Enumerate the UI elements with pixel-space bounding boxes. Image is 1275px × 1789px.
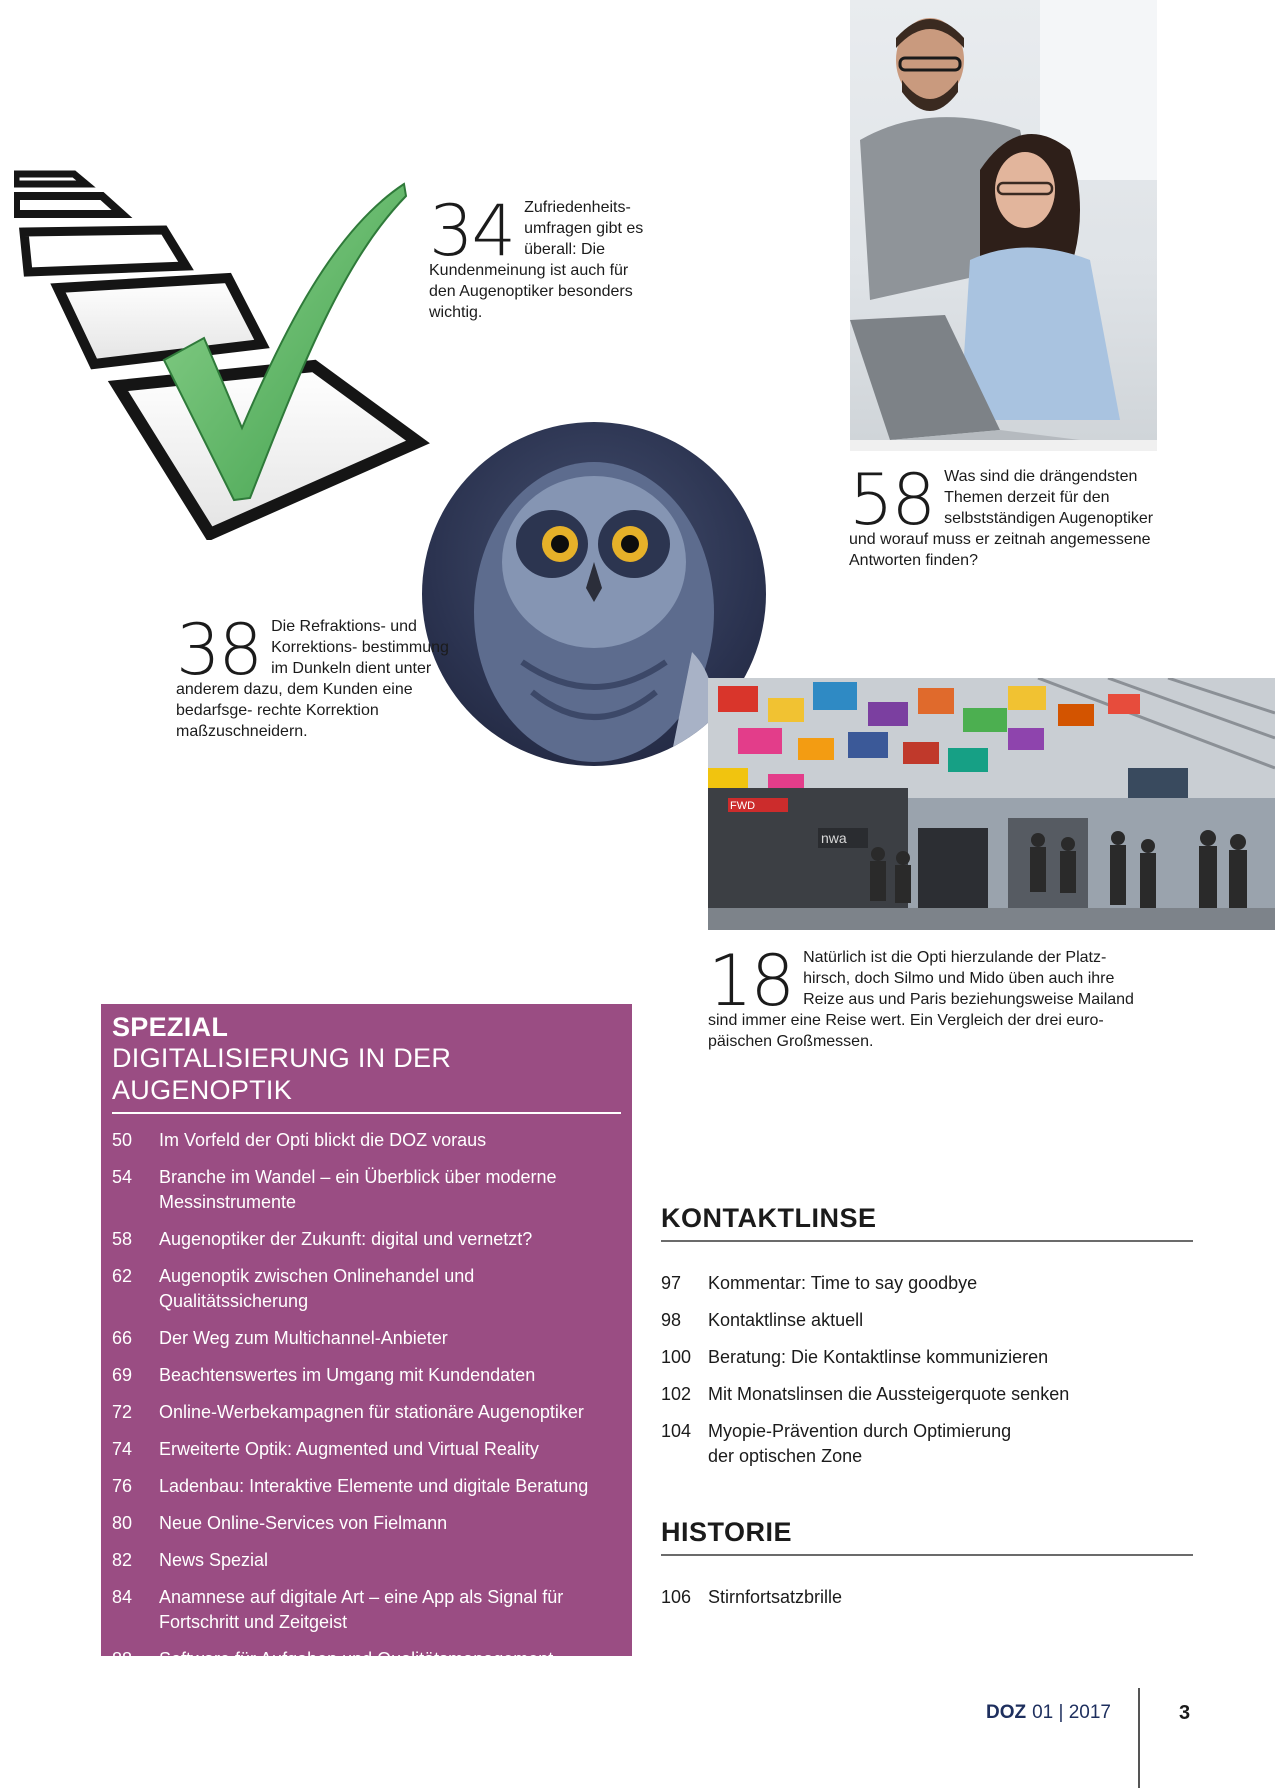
- footer-issue: 01 | 2017: [1032, 1702, 1112, 1723]
- teaser-18[interactable]: [708, 940, 1148, 1052]
- toc-item[interactable]: 100 Beratung: Die Kontaktlinse kommunizieren: [661, 1347, 1049, 1367]
- toc-item[interactable]: 76 Ladenbau: Interaktive Elemente und digitale Beratung: [112, 1476, 589, 1496]
- woman-head: [995, 152, 1055, 228]
- toc-item[interactable]: 88 Software für Aufgaben und Qualitätsmanagement: [112, 1649, 554, 1669]
- toc-item[interactable]: 58 Augenoptiker der Zukunft: digital und vernetzt?: [112, 1229, 533, 1249]
- teaser-34-text: Zufriedenheits- umfragen gibt es überall: Die Kundenmeinung ist auch für den Augenoptiker besonders wichtig.: [429, 199, 644, 321]
- teaser-34-number: 34: [429, 190, 515, 272]
- photo-trade-fair: [708, 678, 1275, 930]
- spezial-title: SPEZIAL: [112, 1012, 229, 1042]
- spezial-toc: [112, 1128, 621, 1672]
- woman-shirt: [960, 248, 1120, 421]
- toc-item[interactable]: 106 Stirnfortsatzbrille: [661, 1587, 843, 1607]
- toc-item[interactable]: 97 Kommentar: Time to say goodbye: [661, 1273, 978, 1293]
- toc-item[interactable]: 69 Beachtenswertes im Umgang mit Kundendaten: [112, 1365, 536, 1385]
- toc-item[interactable]: 84 Anamnese auf digitale Art – eine App als Signal für Fortschritt und Zeitgeist: [112, 1587, 564, 1632]
- toc-item[interactable]: 72 Online-Werbekampagnen für stationäre Augenoptiker: [112, 1402, 584, 1422]
- toc-item[interactable]: 82 News Spezial: [112, 1550, 269, 1570]
- checkbox-2: [16, 196, 122, 214]
- footer-brand-name: DOZ: [986, 1702, 1027, 1723]
- teaser-58[interactable]: [849, 459, 1167, 571]
- teaser-38-number: 38: [176, 609, 262, 691]
- checklist-illustration: [14, 170, 434, 540]
- toc-item[interactable]: 80 Neue Online-Services von Fielmann: [112, 1513, 448, 1533]
- toc-item[interactable]: 104 Myopie-Prävention durch Optimierung der optischen Zone: [661, 1421, 1012, 1466]
- kontaktlinse-toc: [661, 1271, 1193, 1481]
- section-title-kontaktlinse: KONTAKTLINSE: [661, 1203, 1193, 1242]
- historie-toc: [661, 1585, 1193, 1622]
- footer-brand: [986, 1702, 1111, 1724]
- page-number: 3: [1179, 1702, 1191, 1724]
- toc-item[interactable]: 62 Augenoptik zwischen Onlinehandel und Qualitätssicherung: [112, 1266, 475, 1311]
- toc-item[interactable]: 66 Der Weg zum Multichannel-Anbieter: [112, 1328, 448, 1348]
- teaser-34[interactable]: [429, 190, 651, 323]
- toc-item[interactable]: 98 Kontaktlinse aktuell: [661, 1310, 864, 1330]
- toc-item[interactable]: 54 Branche im Wandel – ein Überblick über moderne Messinstrumente: [112, 1167, 557, 1212]
- toc-item[interactable]: 50 Im Vorfeld der Opti blickt die DOZ voraus: [112, 1130, 487, 1150]
- toc-item[interactable]: 102 Mit Monatslinsen die Aussteigerquote senken: [661, 1384, 1070, 1404]
- teaser-18-number: 18: [708, 940, 794, 1022]
- checkbox-1: [16, 174, 86, 184]
- photo-opticians-laptop: [850, 0, 1157, 451]
- teaser-38-text: Die Refraktions- und Korrektions- bestimmung im Dunkeln dient unter anderem dazu, dem Kunden eine bedarfsge- rechte Korrektion maßzuschneidern.: [176, 618, 449, 740]
- spezial-subtitle: DIGITALISIERUNG IN DER AUGENOPTIK: [112, 1042, 621, 1114]
- teaser-58-text: Was sind die drängendsten Themen derzeit für den selbstständigen Augenoptiker und worauf muss er zeitnah angemessene Antworten finden?: [849, 468, 1154, 569]
- booth-sign-fwd: FWD: [730, 800, 756, 812]
- checkbox-3: [24, 230, 186, 272]
- checkbox-4: [58, 278, 262, 364]
- teaser-18-text: Natürlich ist die Opti hierzulande der Platz- hirsch, doch Silmo und Mido üben auch ihre Reize aus und Paris beziehungsweise Mailand sind immer eine Reise wert. Ein Vergleich der drei euro- päischen Großmessen.: [708, 949, 1134, 1050]
- teaser-38[interactable]: [176, 609, 456, 742]
- teaser-58-number: 58: [849, 459, 935, 541]
- booth-sign-nwa: nwa: [821, 830, 847, 846]
- spezial-box: [101, 1004, 632, 1669]
- section-title-historie: HISTORIE: [661, 1517, 1193, 1556]
- footer-divider: [1138, 1688, 1140, 1788]
- toc-item[interactable]: 74 Erweiterte Optik: Augmented und Virtual Reality: [112, 1439, 539, 1459]
